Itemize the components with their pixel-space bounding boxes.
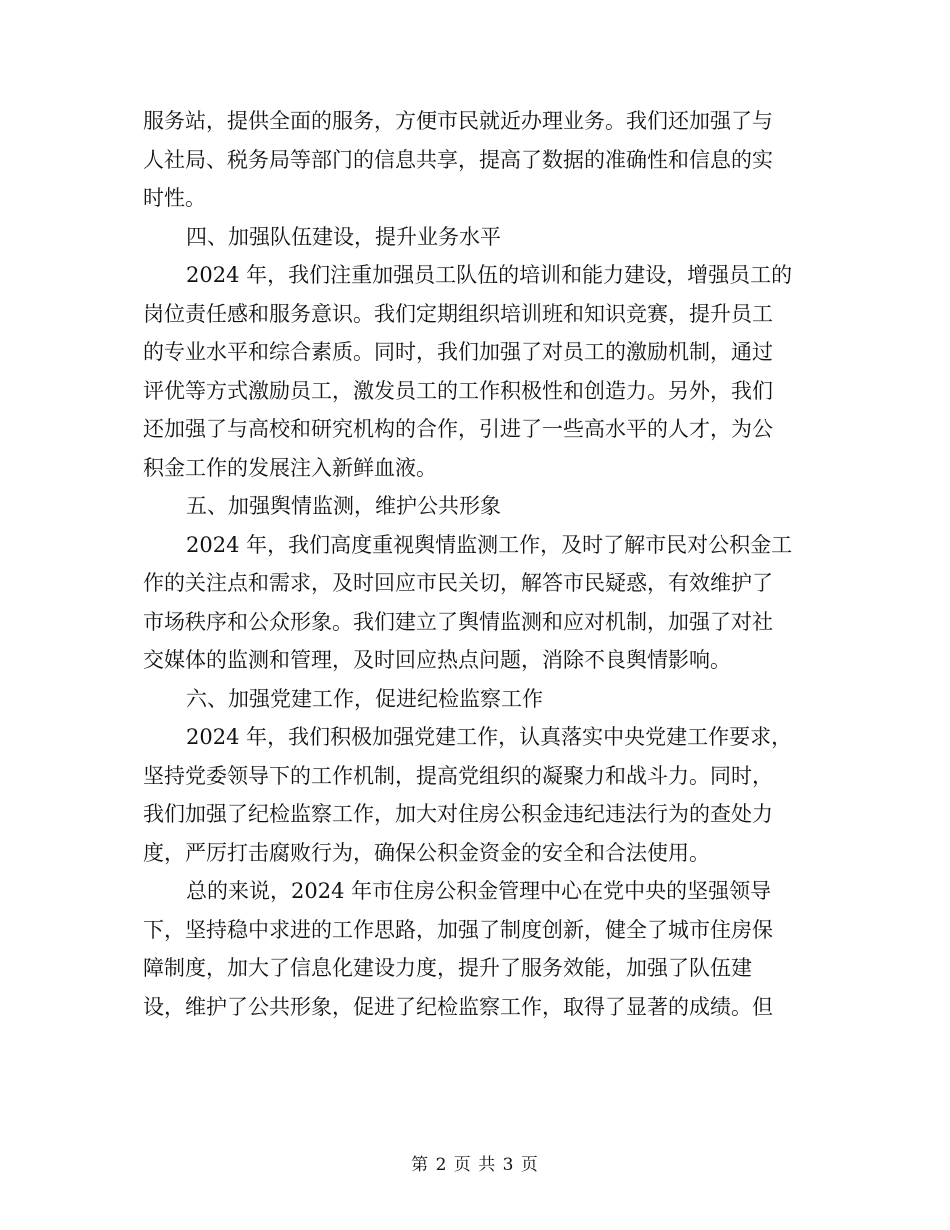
text-line: 服务站，提供全面的服务，方便市民就近办理业务。我们还加强了与 (143, 109, 773, 133)
document-body (143, 102, 803, 1026)
text-line: 总的来说，2024 年市住房公积金管理中心在党中央的坚强领导 (186, 879, 772, 903)
text-line: 岗位责任感和服务意识。我们定期组织培训班和知识竞赛，提升员工 (143, 301, 773, 326)
text-line: 市场秩序和公众形象。我们建立了舆情监测和应对机制，加强了对社 (143, 609, 773, 634)
text-line: 度，严厉打击腐败行为，确保公积金资金的安全和合法使用。 (143, 840, 710, 865)
text-line: 作的关注点和需求，及时回应市民关切，解答市民疑惑，有效维护了 (143, 571, 773, 595)
text-line: 六、加强党建工作，促进纪检监察工作 (186, 686, 543, 711)
text-line: 交媒体的监测和管理，及时回应热点问题，消除不良舆情影响。 (143, 648, 731, 672)
text-line: 积金工作的发展注入新鲜血液。 (143, 455, 437, 480)
text-line: 下，坚持稳中求进的工作思路，加强了制度创新，健全了城市住房保 (143, 917, 773, 942)
text-line: 障制度，加大了信息化建设力度，提升了服务效能，加强了队伍建 (143, 956, 752, 980)
text-line: 2024 年，我们高度重视舆情监测工作，及时了解市民对公积金工 (186, 532, 793, 557)
text-line: 的专业水平和综合素质。同时，我们加强了对员工的激励机制，通过 (143, 340, 773, 364)
text-line: 人社局、税务局等部门的信息共享，提高了数据的准确性和信息的实 (143, 147, 773, 172)
text-line: 我们加强了纪检监察工作，加大对住房公积金违纪违法行为的查处力 (143, 802, 773, 826)
text-line: 五、加强舆情监测，维护公共形象 (186, 494, 501, 518)
text-line: 时性。 (143, 186, 206, 210)
text-line: 还加强了与高校和研究机构的合作，引进了一些高水平的人才，为公 (143, 417, 773, 441)
text-line: 坚持党委领导下的工作机制，提高党组织的凝聚力和战斗力。同时， (143, 763, 773, 788)
text-line: 2024 年，我们积极加强党建工作，认真落实中央党建工作要求， (186, 725, 793, 749)
page-footer: 第 2 页 共 3 页 (411, 1155, 539, 1175)
text-line: 设，维护了公共形象，促进了纪检监察工作，取得了显著的成绩。但 (143, 994, 773, 1019)
text-line: 2024 年，我们注重加强员工队伍的培训和能力建设，增强员工的 (186, 263, 793, 287)
text-line: 四、加强队伍建设，提升业务水平 (186, 224, 501, 249)
text-line: 评优等方式激励员工，激发员工的工作积极性和创造力。另外，我们 (143, 378, 773, 403)
